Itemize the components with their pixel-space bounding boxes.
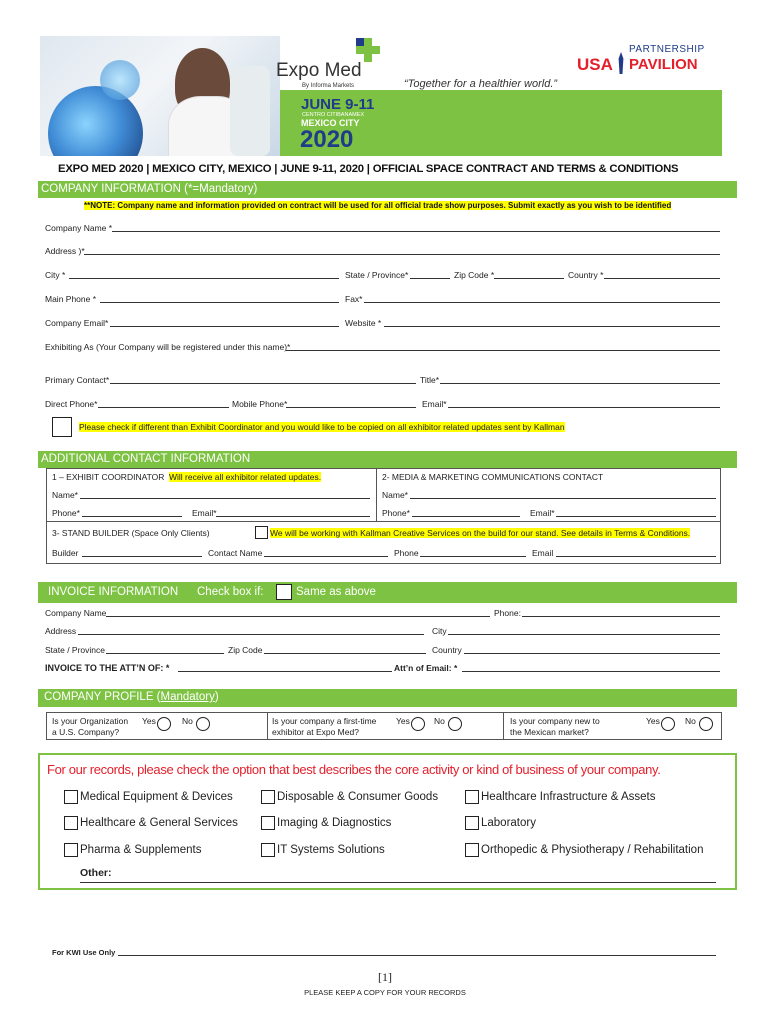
main-phone-label: Main Phone * <box>45 294 97 304</box>
option-it-systems-label: IT Systems Solutions <box>277 844 385 856</box>
q2-line1: Is your company a first-time <box>272 716 377 726</box>
q2-yes-label: Yes <box>396 716 410 726</box>
option-imaging-label: Imaging & Diagnostics <box>277 817 392 829</box>
other-field[interactable] <box>80 882 716 883</box>
title-field[interactable] <box>440 383 720 384</box>
invoice-attn-field[interactable] <box>178 671 392 672</box>
doc-title: EXPO MED 2020 | MEXICO CITY, MEXICO | JUNE 9-11, 2020 | OFFICIAL SPACE CONTRACT AND TERMS & CONDITIONS <box>58 163 679 175</box>
company-profile-heading: COMPANY PROFILE (Mandatory) <box>38 689 737 707</box>
exhibiting-as-label: Exhibiting As (Your Company will be registered under this name)* <box>45 342 291 352</box>
date-year: 2020 <box>300 126 354 153</box>
inv-country-label: Country <box>432 645 462 655</box>
inv-zip-field[interactable] <box>264 653 426 654</box>
email2-label: Email* <box>422 399 447 409</box>
company-note: **NOTE: Company name and information provided on contract will be used for all official trade show purposes. Submit exactly as you wish to be identified <box>84 201 672 210</box>
mobile-phone-label: Mobile Phone* <box>232 399 288 409</box>
inv-city-field[interactable] <box>448 634 720 635</box>
q3-line2: the Mexican market? <box>510 727 589 737</box>
address-label: Address )* <box>45 246 85 256</box>
q1-no-label: No <box>182 716 193 726</box>
brand-name: Expo Med <box>276 60 362 81</box>
builder-field[interactable] <box>82 556 202 557</box>
other-label: Other: <box>80 867 112 879</box>
ec-name-label: Name* <box>52 490 78 500</box>
title-label: Title* <box>420 375 440 385</box>
q3-yes-radio[interactable] <box>661 717 675 731</box>
city-field[interactable] <box>69 278 339 279</box>
country-label: Country * <box>568 270 604 280</box>
kallman-build-label: We will be working with Kallman Creative Services on the build for our stand. See details in Terms & Conditions. <box>270 528 691 538</box>
q1-yes-label: Yes <box>142 716 156 726</box>
inv-company-field[interactable] <box>106 616 490 617</box>
pavilion-text: PAVILION <box>629 56 698 73</box>
website-label: Website * <box>345 318 382 328</box>
same-as-above-checkbox[interactable] <box>276 584 292 600</box>
option-pharma-label: Pharma & Supplements <box>80 844 202 856</box>
zip-label: Zip Code * <box>454 270 495 280</box>
page-number: [1] <box>378 970 392 984</box>
mm-name-field[interactable] <box>410 498 716 499</box>
option-infrastructure-label: Healthcare Infrastructure & Assets <box>481 791 656 803</box>
business-type-heading: For our records, please check the option that best describes the core activity or kind of business of your company. <box>47 762 661 777</box>
builder-email-label: Email <box>532 548 554 558</box>
liberty-icon <box>615 52 627 74</box>
same-as-above-label: Same as above <box>296 586 376 598</box>
company-name-field[interactable] <box>112 231 720 232</box>
builder-label: Builder <box>52 548 79 558</box>
email2-field[interactable] <box>448 407 720 408</box>
option-general-services-label: Healthcare & General Services <box>80 817 238 829</box>
date-line2: CENTRO CITIBANAMEX <box>302 112 365 118</box>
copy-updates-label: Please check if different than Exhibit Coordinator and you would like to be copied on all exhibitor related updates sent by Kallman <box>79 422 565 432</box>
option-disposable-label: Disposable & Consumer Goods <box>277 791 439 803</box>
q1-line2: a U.S. Company? <box>52 727 120 737</box>
option-orthopedic-label: Orthopedic & Physiotherapy / Rehabilitation <box>481 844 704 856</box>
address-field[interactable] <box>84 254 720 255</box>
keep-copy-note: PLEASE KEEP A COPY FOR YOUR RECORDS <box>304 988 466 997</box>
usa-pavilion-logo <box>577 44 717 78</box>
option-infrastructure-checkbox[interactable] <box>465 790 479 804</box>
inv-address-label: Address <box>45 626 77 636</box>
inv-company-label: Company Name <box>45 608 107 618</box>
main-phone-field[interactable] <box>100 302 339 303</box>
company-name-label: Company Name * <box>45 223 113 233</box>
option-disposable-checkbox[interactable] <box>261 790 275 804</box>
date-line1: JUNE 9-11 <box>301 96 375 113</box>
mm-email-field[interactable] <box>556 516 716 517</box>
fax-label: Fax* <box>345 294 363 304</box>
inv-address-field[interactable] <box>78 634 424 635</box>
ec-email-label: Email* <box>192 508 217 518</box>
q1-line1: Is your Organization <box>52 716 129 726</box>
company-email-field[interactable] <box>110 326 339 327</box>
expo-med-logo <box>276 38 386 98</box>
cross-icon <box>356 38 380 62</box>
state-field[interactable] <box>410 278 450 279</box>
inv-phone-label: Phone: <box>494 608 521 618</box>
exhibit-coordinator-note: Will receive all exhibitor related updates. <box>169 472 322 482</box>
primary-contact-label: Primary Contact* <box>45 375 110 385</box>
mandatory-link[interactable]: Mandatory <box>160 691 215 703</box>
option-it-systems-checkbox[interactable] <box>261 843 275 857</box>
ec-phone-field[interactable] <box>82 516 182 517</box>
q2-line2: exhibitor at Expo Med? <box>272 727 359 737</box>
builder-phone-field[interactable] <box>420 556 526 557</box>
exhibit-coordinator-title: 1 – EXHIBIT COORDINATOR <box>52 472 165 482</box>
mm-phone-field[interactable] <box>412 516 520 517</box>
website-field[interactable] <box>384 326 720 327</box>
inv-phone-field[interactable] <box>522 616 720 617</box>
option-medical-equipment-label: Medical Equipment & Devices <box>80 791 233 803</box>
direct-phone-label: Direct Phone* <box>45 399 98 409</box>
contact-name-field[interactable] <box>264 556 388 557</box>
primary-contact-field[interactable] <box>110 383 416 384</box>
ec-name-field[interactable] <box>80 498 370 499</box>
additional-contact-heading: ADDITIONAL CONTACT INFORMATION <box>38 451 737 468</box>
kwi-use-field <box>118 955 716 956</box>
invoice-attn-email-label: Att’n of Email: * <box>394 663 458 673</box>
inv-state-field[interactable] <box>106 653 224 654</box>
option-general-services-checkbox[interactable] <box>64 816 78 830</box>
q1-yes-radio[interactable] <box>157 717 171 731</box>
contact-name-label: Contact Name <box>208 548 263 558</box>
copy-updates-checkbox[interactable] <box>52 417 72 437</box>
tagline: “Together for a healthier world.” <box>404 78 558 90</box>
q3-no-label: No <box>685 716 696 726</box>
city-label: City * <box>45 270 66 280</box>
invoice-heading: INVOICE INFORMATION Check box if: Same as above <box>38 582 737 603</box>
builder-email-field[interactable] <box>556 556 716 557</box>
state-label: State / Province* <box>345 270 409 280</box>
mm-name-label: Name* <box>382 490 408 500</box>
brand-sub: By Informa Markets <box>302 83 355 89</box>
q3-no-radio[interactable] <box>699 717 713 731</box>
check-box-if-label: Check box if: <box>197 586 264 598</box>
inv-state-label: State / Province <box>45 645 106 655</box>
country-field[interactable] <box>604 278 720 279</box>
media-contact-title: 2- MEDIA & MARKETING COMMUNICATIONS CONTACT <box>382 472 604 482</box>
lab-photo <box>40 36 280 156</box>
q2-no-radio[interactable] <box>448 717 462 731</box>
exhibiting-as-field[interactable] <box>286 350 720 351</box>
builder-phone-label: Phone <box>394 548 419 558</box>
zip-field[interactable] <box>494 278 564 279</box>
company-info-heading: COMPANY INFORMATION (*=Mandatory) <box>38 181 737 198</box>
date-line3: MEXICO CITY <box>301 118 360 128</box>
q2-no-label: No <box>434 716 445 726</box>
fax-field[interactable] <box>364 302 720 303</box>
invoice-attn-email-field[interactable] <box>462 671 720 672</box>
q2-yes-radio[interactable] <box>411 717 425 731</box>
q3-line1: Is your company new to <box>510 716 600 726</box>
mm-email-label: Email* <box>530 508 555 518</box>
invoice-attn-label: INVOICE TO THE ATT’N OF: * <box>45 663 170 673</box>
option-imaging-checkbox[interactable] <box>261 816 275 830</box>
q3-yes-label: Yes <box>646 716 660 726</box>
mobile-phone-field[interactable] <box>286 407 416 408</box>
option-laboratory-label: Laboratory <box>481 817 536 829</box>
kwi-use-label: For KWI Use Only <box>52 948 116 957</box>
option-orthopedic-checkbox[interactable] <box>465 843 479 857</box>
ec-email-field[interactable] <box>216 516 370 517</box>
company-email-label: Company Email* <box>45 318 109 328</box>
date-block <box>280 90 722 156</box>
inv-city-label: City <box>432 626 447 636</box>
stand-builder-title: 3- STAND BUILDER (Space Only Clients) <box>52 528 210 538</box>
q1-no-radio[interactable] <box>196 717 210 731</box>
partnership-text: PARTNERSHIP <box>629 44 705 55</box>
ec-phone-label: Phone* <box>52 508 80 518</box>
option-medical-equipment-checkbox[interactable] <box>64 790 78 804</box>
usa-text: USA <box>577 55 613 74</box>
option-laboratory-checkbox[interactable] <box>465 816 479 830</box>
direct-phone-field[interactable] <box>98 407 229 408</box>
mm-phone-label: Phone* <box>382 508 410 518</box>
inv-country-field[interactable] <box>464 653 720 654</box>
option-pharma-checkbox[interactable] <box>64 843 78 857</box>
kallman-build-checkbox[interactable] <box>255 526 268 539</box>
inv-zip-label: Zip Code <box>228 645 263 655</box>
